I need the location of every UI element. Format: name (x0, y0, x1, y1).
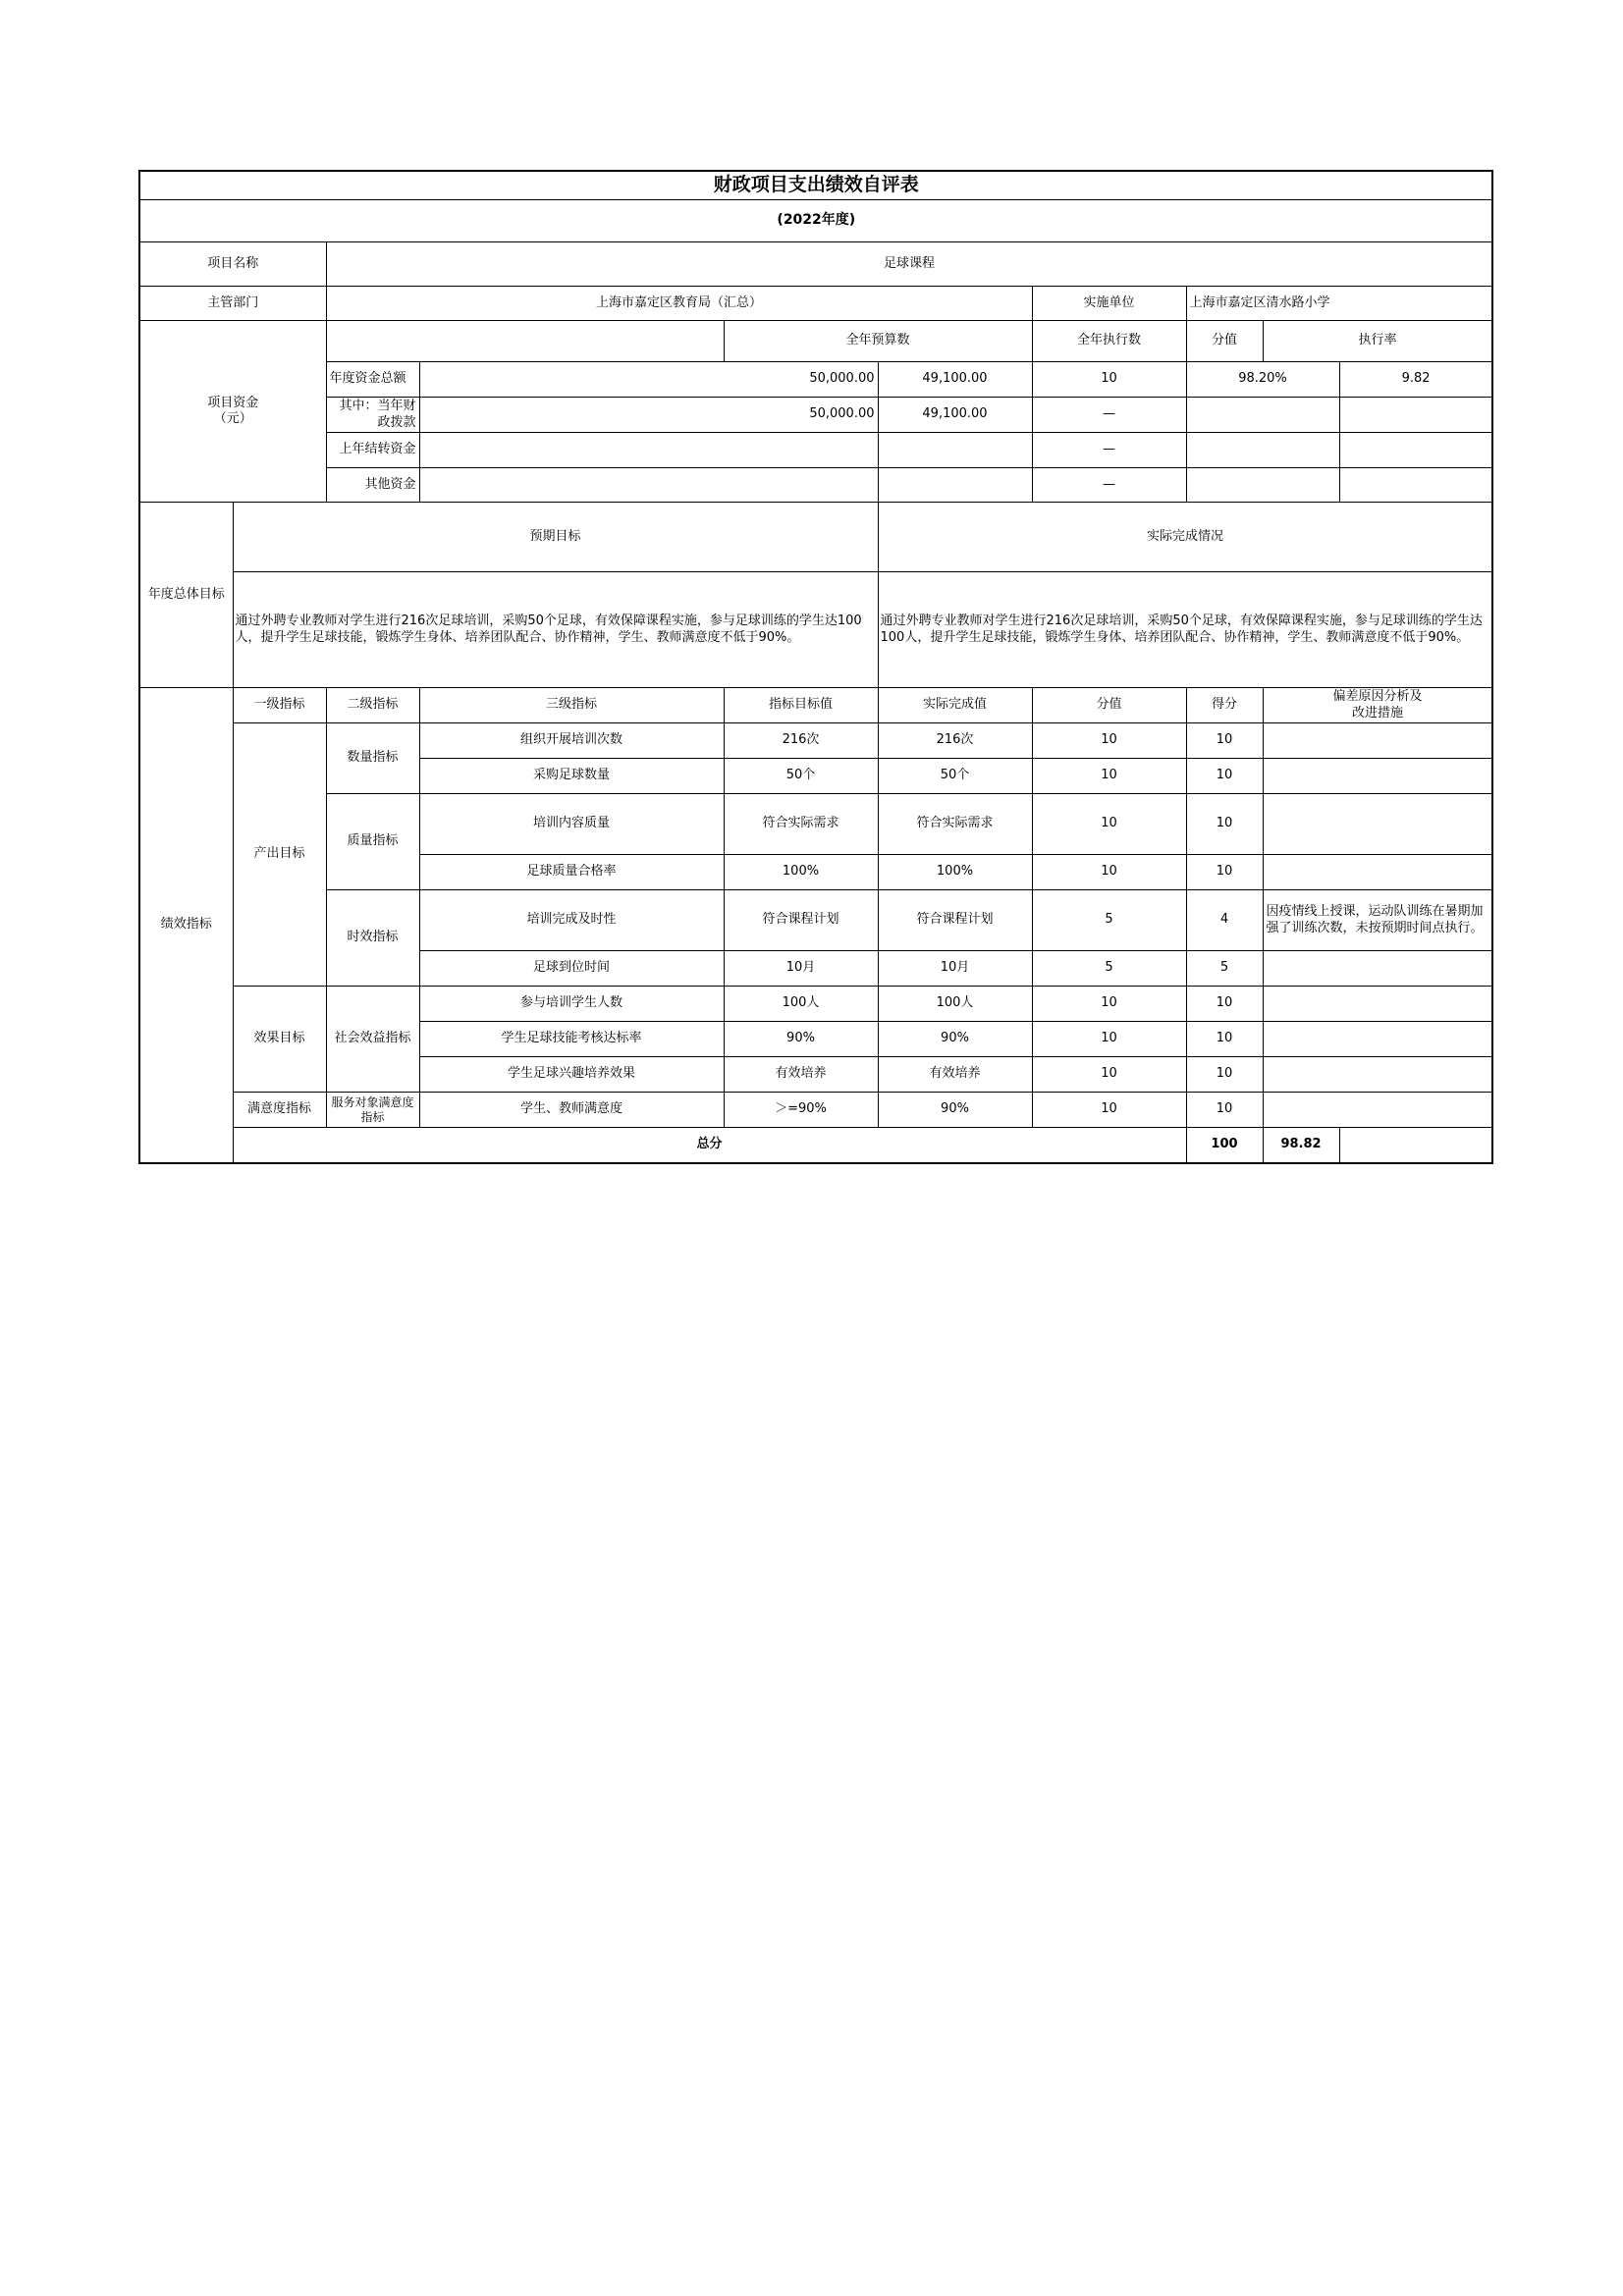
perf-row-l3: 采购足球数量 (419, 759, 724, 794)
perf-row-weight: 10 (1032, 987, 1186, 1022)
perf-row-score: 10 (1186, 1093, 1263, 1128)
funds-row-weight: — (1032, 398, 1186, 433)
perf-row-target: ＞=90% (724, 1093, 878, 1128)
perf-row-score: 10 (1186, 987, 1263, 1022)
perf-row-remark (1263, 855, 1492, 890)
funds-row-label: 上年结转资金 (326, 433, 419, 468)
perf-row-target: 90% (724, 1022, 878, 1057)
goals-label: 年度总体目标 (139, 503, 233, 688)
perf-row-weight: 10 (1032, 794, 1186, 855)
funds-row-executed (878, 468, 1032, 503)
perf-row-actual: 90% (878, 1093, 1032, 1128)
perf-row-actual: 50个 (878, 759, 1032, 794)
perf-row-target: 10月 (724, 951, 878, 987)
funds-row-score (1339, 433, 1492, 468)
total-label: 总分 (233, 1128, 1186, 1163)
perf-header-remark: 偏差原因分析及 改进措施 (1263, 688, 1492, 723)
perf-row-l3: 学生、教师满意度 (419, 1093, 724, 1128)
perf-row-remark (1263, 1093, 1492, 1128)
unit-label: 实施单位 (1032, 287, 1186, 321)
funds-row-budget (419, 468, 878, 503)
perf-row-actual: 100人 (878, 987, 1032, 1022)
perf-row-score: 10 (1186, 759, 1263, 794)
funds-row-label: 年度资金总额 (326, 362, 419, 398)
funds-header-blank (326, 321, 724, 362)
perf-row-l3: 培训内容质量 (419, 794, 724, 855)
perf-row-l3: 培训完成及时性 (419, 890, 724, 951)
funds-row-executed: 49,100.00 (878, 398, 1032, 433)
perf-row-remark (1263, 794, 1492, 855)
funds-row-budget: 50,000.00 (419, 362, 878, 398)
perf-row-l3: 学生足球技能考核达标率 (419, 1022, 724, 1057)
perf-row-score: 10 (1186, 1022, 1263, 1057)
goals-actual-text: 通过外聘专业教师对学生进行216次足球培训，采购50个足球，有效保障课程实施，参与足球训练的学生达100人，提升学生足球技能，锻炼学生身体、培养团队配合、协作精神，学生、教师满意度不低于90%。 (878, 572, 1492, 688)
perf-row-actual: 符合课程计划 (878, 890, 1032, 951)
perf-row-l3: 学生足球兴趣培养效果 (419, 1057, 724, 1093)
unit-value: 上海市嘉定区清水路小学 (1186, 287, 1492, 321)
perf-row-l3: 足球质量合格率 (419, 855, 724, 890)
total-weight: 100 (1186, 1128, 1263, 1163)
form-year: (2022年度) (139, 200, 1492, 242)
funds-row-label: 其中：当年财政拨款 (326, 398, 419, 433)
perf-row-actual: 100% (878, 855, 1032, 890)
group-timeliness: 时效指标 (326, 890, 419, 987)
funds-row-executed: 49,100.00 (878, 362, 1032, 398)
funds-row-budget (419, 433, 878, 468)
perf-row-remark (1263, 759, 1492, 794)
goals-actual-label: 实际完成情况 (878, 503, 1492, 572)
funds-row-weight: — (1032, 433, 1186, 468)
perf-row-remark (1263, 951, 1492, 987)
group-service: 服务对象满意度指标 (326, 1093, 419, 1128)
perf-row-target: 50个 (724, 759, 878, 794)
perf-header-target: 指标目标值 (724, 688, 878, 723)
perf-row-remark (1263, 1057, 1492, 1093)
perf-header-score: 得分 (1186, 688, 1263, 723)
perf-row-l3: 组织开展培训次数 (419, 723, 724, 759)
funds-header-rate: 执行率 (1263, 321, 1492, 362)
funds-row-rate (1186, 433, 1339, 468)
perf-header-l2: 二级指标 (326, 688, 419, 723)
perf-row-actual: 有效培养 (878, 1057, 1032, 1093)
perf-row-remark (1263, 723, 1492, 759)
group-social: 社会效益指标 (326, 987, 419, 1093)
perf-header-weight: 分值 (1032, 688, 1186, 723)
group-quantity: 数量指标 (326, 723, 419, 794)
perf-row-remark: 因疫情线上授课，运动队训练在暑期加强了训练次数，未按预期时间点执行。 (1263, 890, 1492, 951)
perf-row-remark (1263, 1022, 1492, 1057)
perf-row-weight: 5 (1032, 890, 1186, 951)
perf-row-target: 符合实际需求 (724, 794, 878, 855)
perf-row-actual: 216次 (878, 723, 1032, 759)
perf-row-score: 4 (1186, 890, 1263, 951)
goals-expected-text: 通过外聘专业教师对学生进行216次足球培训，采购50个足球，有效保障课程实施，参与足球训练的学生达100人，提升学生足球技能，锻炼学生身体、培养团队配合、协作精神，学生、教师满意度不低于90%。 (233, 572, 878, 688)
perf-row-actual: 符合实际需求 (878, 794, 1032, 855)
project-name-label: 项目名称 (139, 242, 326, 287)
funds-row-score (1339, 398, 1492, 433)
funds-row-label: 其他资金 (326, 468, 419, 503)
funds-row-weight: 10 (1032, 362, 1186, 398)
funds-label: 项目资金 （元） (139, 321, 326, 503)
group-effect: 效果目标 (233, 987, 326, 1093)
funds-row-score: 9.82 (1339, 362, 1492, 398)
perf-row-weight: 5 (1032, 951, 1186, 987)
funds-row-rate (1186, 398, 1339, 433)
perf-row-target: 100人 (724, 987, 878, 1022)
perf-row-weight: 10 (1032, 759, 1186, 794)
perf-row-actual: 90% (878, 1022, 1032, 1057)
perf-row-actual: 10月 (878, 951, 1032, 987)
perf-header-actual: 实际完成值 (878, 688, 1032, 723)
funds-header-executed: 全年执行数 (1032, 321, 1186, 362)
group-satisfaction: 满意度指标 (233, 1093, 326, 1128)
funds-row-executed (878, 433, 1032, 468)
total-remark (1339, 1128, 1492, 1163)
total-score: 98.82 (1263, 1128, 1339, 1163)
perf-row-remark (1263, 987, 1492, 1022)
funds-header-budget: 全年预算数 (724, 321, 1032, 362)
perf-header-l3: 三级指标 (419, 688, 724, 723)
perf-row-weight: 10 (1032, 1057, 1186, 1093)
perf-row-weight: 10 (1032, 1022, 1186, 1057)
goals-expected-label: 预期目标 (233, 503, 878, 572)
funds-row-rate (1186, 468, 1339, 503)
dept-value: 上海市嘉定区教育局（汇总） (326, 287, 1032, 321)
perf-row-weight: 10 (1032, 723, 1186, 759)
performance-self-evaluation-table (138, 170, 1493, 1164)
perf-header-l1: 一级指标 (233, 688, 326, 723)
funds-row-weight: — (1032, 468, 1186, 503)
perf-row-score: 10 (1186, 1057, 1263, 1093)
form-title: 财政项目支出绩效自评表 (139, 171, 1492, 200)
perf-row-score: 5 (1186, 951, 1263, 987)
funds-header-weight: 分值 (1186, 321, 1263, 362)
perf-label: 绩效指标 (139, 688, 233, 1163)
perf-row-weight: 10 (1032, 1093, 1186, 1128)
perf-row-target: 有效培养 (724, 1057, 878, 1093)
perf-row-score: 10 (1186, 723, 1263, 759)
perf-row-l3: 参与培训学生人数 (419, 987, 724, 1022)
perf-row-l3: 足球到位时间 (419, 951, 724, 987)
funds-row-budget: 50,000.00 (419, 398, 878, 433)
perf-row-score: 10 (1186, 855, 1263, 890)
perf-row-target: 符合课程计划 (724, 890, 878, 951)
perf-row-weight: 10 (1032, 855, 1186, 890)
dept-label: 主管部门 (139, 287, 326, 321)
perf-row-score: 10 (1186, 794, 1263, 855)
perf-row-target: 216次 (724, 723, 878, 759)
group-output: 产出目标 (233, 723, 326, 987)
funds-row-score (1339, 468, 1492, 503)
project-name-value: 足球课程 (326, 242, 1492, 287)
group-quality: 质量指标 (326, 794, 419, 890)
funds-row-rate: 98.20% (1186, 362, 1339, 398)
perf-row-target: 100% (724, 855, 878, 890)
